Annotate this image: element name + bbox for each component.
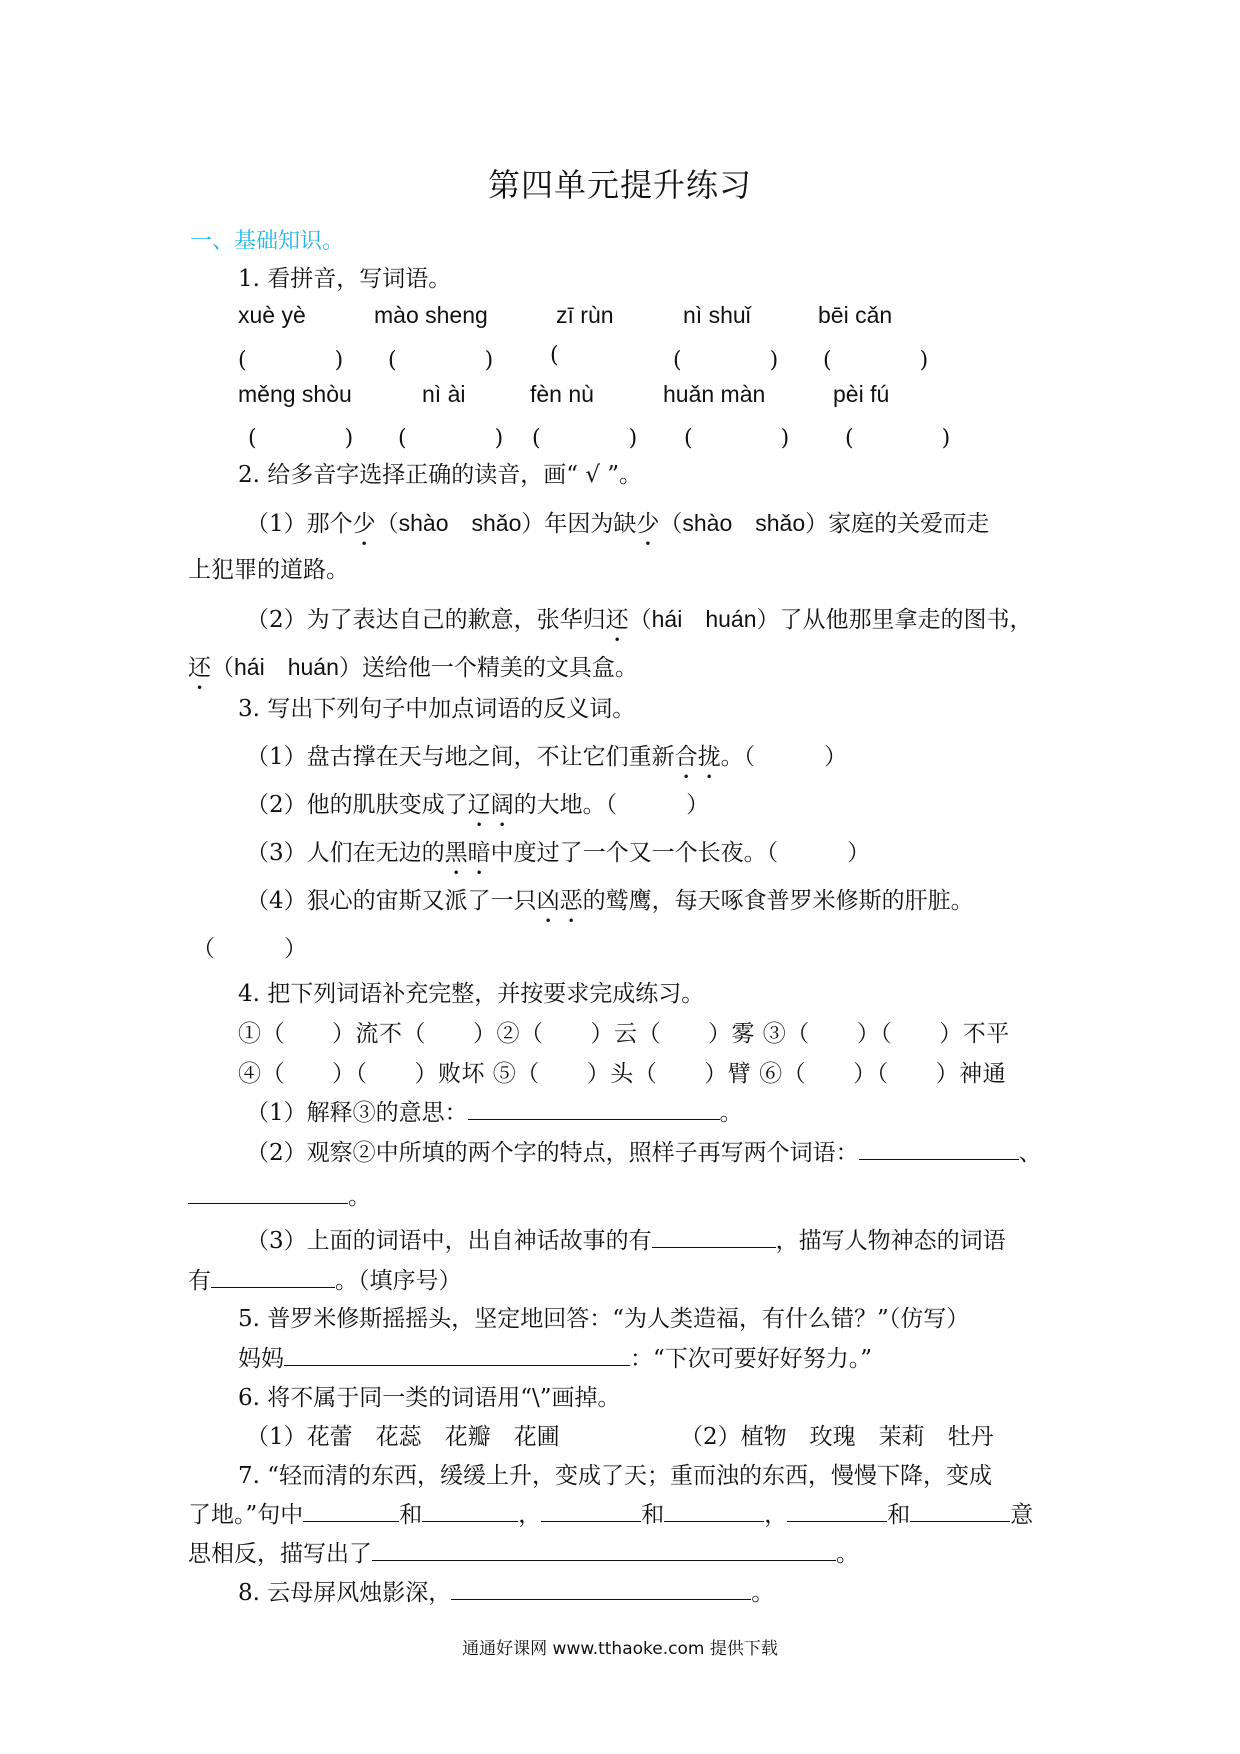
answer-blank[interactable] xyxy=(303,1499,399,1522)
q5-prompt: 5. 普罗米修斯摇摇头，坚定地回答：“为人类造福，有什么错？”（仿写） xyxy=(238,1306,970,1332)
q6-group-1[interactable]: （1）花蕾 花蕊 花瓣 花圃 xyxy=(246,1424,560,1450)
q1-answer-paren-10[interactable]: ( ) xyxy=(845,426,951,451)
q1-pinyin-4: nì shuǐ xyxy=(683,302,751,328)
dotted-char: 还 xyxy=(188,655,211,681)
q1-answer-paren-9[interactable]: ( ) xyxy=(684,426,790,451)
q3-prompt: 3. 写出下列句子中加点词语的反义词。 xyxy=(238,696,636,722)
q1-pinyin-1: xuè yè xyxy=(238,302,306,328)
answer-blank[interactable] xyxy=(372,1538,836,1561)
q2-sentence-1-cont: 上犯罪的道路。 xyxy=(188,557,349,583)
q3-item-1: （1）盘古撑在天与地之间，不让它们重新合拢。（ ） xyxy=(246,744,848,770)
q4-sub-3-cont: 有 。（填序号） xyxy=(188,1264,462,1298)
q7-line-2: 了地。”句中 和 ， 和 ， 和 意 xyxy=(188,1498,1033,1532)
q3-item-3: （3）人们在无边的黑暗中度过了一个又一个长夜。（ ） xyxy=(246,840,871,866)
q1-answer-paren-8[interactable]: ( ) xyxy=(532,426,638,451)
q4-prompt: 4. 把下列词语补充完整，并按要求完成练习。 xyxy=(238,981,705,1007)
dotted-word: 辽阔 xyxy=(467,792,514,818)
q6-group-2[interactable]: （2）植物 玫瑰 茉莉 牡丹 xyxy=(680,1424,994,1450)
q1-answer-paren-1[interactable]: ( ) xyxy=(238,348,344,373)
q1-pinyin-10: pèi fú xyxy=(833,381,890,407)
answer-blank[interactable] xyxy=(451,1577,751,1600)
q7-line-1: 7. “轻而清的东西，缓缓上升，变成了天；重而浊的东西，慢慢下降，变成 xyxy=(238,1463,993,1489)
q1-prompt: 1. 看拼音，写词语。 xyxy=(238,266,452,292)
q4-sub-3: （3）上面的词语中，出自神话故事的有 ，描写人物神态的词语 xyxy=(246,1224,1006,1258)
q3-item-2: （2）他的肌肤变成了辽阔的大地。（ ） xyxy=(246,792,710,818)
section-heading: 一、基础知识。 xyxy=(190,229,345,254)
q1-pinyin-6: měng shòu xyxy=(238,381,352,407)
q2-prompt: 2. 给多音字选择正确的读音，画“ √ ”。 xyxy=(238,462,643,488)
dotted-char: 还 xyxy=(605,607,629,633)
answer-blank[interactable] xyxy=(284,1343,630,1366)
q1-pinyin-7: nì ài xyxy=(422,381,466,407)
footer-source: 通通好课网 www.tthaoke.com 提供下载 xyxy=(462,1639,778,1659)
q1-pinyin-2: mào sheng xyxy=(374,302,488,328)
q4-idioms-row-1: ①（ ）流不（ ）②（ ）云（ ）雾 ③（ ）（ ）不平 xyxy=(238,1021,1010,1047)
answer-blank[interactable] xyxy=(422,1499,518,1522)
q1-pinyin-5: bēi cǎn xyxy=(818,302,893,328)
answer-blank[interactable] xyxy=(652,1225,776,1248)
q7-line-3: 思相反，描写出了 。 xyxy=(188,1537,859,1571)
q1-answer-paren-5[interactable]: ( ) xyxy=(823,348,929,373)
q2-sentence-1: （1）那个少（shào shǎo）年因为缺少（shào shǎo）家庭的关爱而走 xyxy=(246,510,990,537)
q4-idioms-row-2: ④（ ）（ ）败坏 ⑤（ ）头（ ）臂 ⑥（ ）（ ）神通 xyxy=(238,1061,1007,1087)
q1-answer-paren-7[interactable]: ( ) xyxy=(398,426,504,451)
q1-answer-paren-6[interactable]: ( ) xyxy=(248,426,354,451)
q1-answer-paren-2[interactable]: ( ) xyxy=(388,348,494,373)
q4-sub-1: （1）解释③的意思： 。 xyxy=(246,1096,743,1130)
dotted-word: 黑暗 xyxy=(444,840,491,866)
q2-sentence-2: （2）为了表达自己的歉意，张华归还（hái huán）了从他那里拿走的图书， xyxy=(246,606,1033,633)
q5-answer-line: 妈妈 ：“下次可要好好努力。” xyxy=(238,1342,872,1376)
q6-prompt: 6. 将不属于同一类的词语用“\”画掉。 xyxy=(238,1385,621,1411)
q3-item-4: （4）狠心的宙斯又派了一只凶恶的鹫鹰，每天啄食普罗米修斯的肝脏。 xyxy=(246,888,974,914)
q3-item-4-paren[interactable]: （ ） xyxy=(192,936,307,962)
answer-blank[interactable] xyxy=(188,1181,348,1204)
answer-blank[interactable] xyxy=(859,1137,1019,1160)
q1-pinyin-9: huǎn màn xyxy=(663,381,766,407)
answer-blank[interactable] xyxy=(211,1265,335,1288)
q1-answer-paren-4[interactable]: ( ) xyxy=(673,348,779,373)
answer-blank[interactable] xyxy=(541,1499,641,1522)
dotted-char: 少 xyxy=(636,511,660,537)
dotted-word: 合拢 xyxy=(674,744,721,770)
answer-blank[interactable] xyxy=(787,1499,887,1522)
answer-blank[interactable] xyxy=(910,1499,1010,1522)
q1-pinyin-3: zī rùn xyxy=(556,302,614,328)
answer-blank[interactable] xyxy=(468,1097,720,1120)
dotted-char: 少 xyxy=(352,511,376,537)
page-title: 第四单元提升练习 xyxy=(487,166,752,204)
q2-sentence-2-cont: 还（hái huán）送给他一个精美的文具盒。 xyxy=(188,654,638,681)
q1-pinyin-8: fèn nù xyxy=(530,381,594,407)
q8-line: 8. 云母屏风烛影深， 。 xyxy=(238,1576,774,1610)
dotted-word: 凶恶 xyxy=(536,888,583,914)
q4-sub-2: （2）观察②中所填的两个字的特点，照样子再写两个词语： 、 xyxy=(246,1136,1042,1170)
answer-blank[interactable] xyxy=(664,1499,764,1522)
q4-sub-2-cont: 。 xyxy=(188,1180,371,1214)
q1-answer-paren-3[interactable]: ( xyxy=(550,343,559,368)
